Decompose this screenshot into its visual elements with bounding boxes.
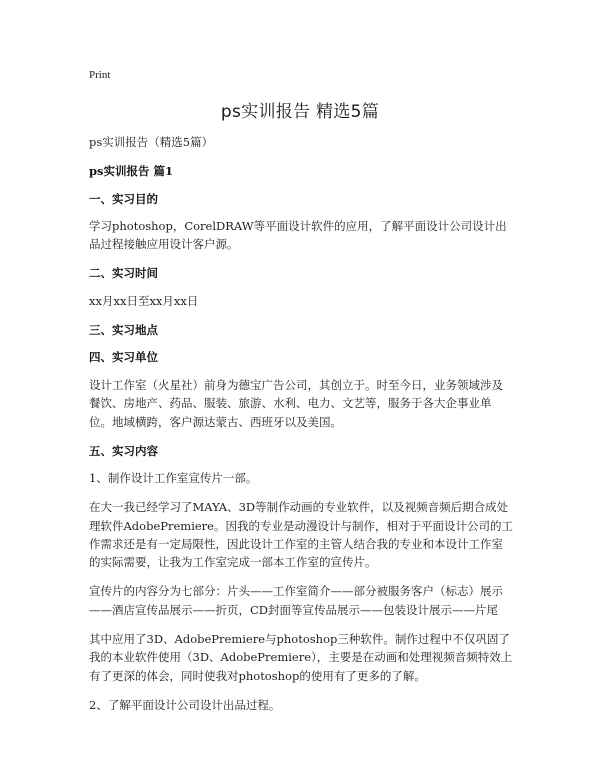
- document-subtitle: ps实训报告（精选5篇）: [89, 135, 214, 149]
- section-heading-content: 五、实习内容: [89, 443, 158, 458]
- content-item-2: 2、了解平面设计公司设计出品过程。: [89, 697, 281, 712]
- content-paragraph-2: 宣传片的内容分为七部分：片头——工作室简介——部分被服务客户（标志）展示——酒店宣传品展示——折页，CD封面等宣传品展示——包装设计展示——片尾: [89, 584, 503, 617]
- document-title: ps实训报告 精选5篇: [220, 102, 380, 122]
- document-body: [89, 133, 514, 725]
- section-heading-goal: 一、实习目的: [89, 191, 158, 206]
- section-text-goal: 学习photoshop，CorelDRAW等平面设计软件的应用，了解平面设计公司设计出品过程接触应用设计客户源。: [89, 219, 507, 252]
- content-paragraph-1: 在大一我已经学习了MAYA、3D等制作动画的专业软件，以及视频音频后期合成处理软件AdobePremiere。因我的专业是动漫设计与制作，相对于平面设计公司的工作需求还是有一定局限性，因此设计工作室的主管人结合我的专业和本设计工作室的实际需要，让我为工作室完成一部本工作室的宣传片。: [89, 500, 513, 570]
- section-heading-place: 三、实习地点: [89, 322, 158, 337]
- section-text-unit: 设计工作室（火星社）前身为德宝广告公司，其创立于。时至今日，业务领域涉及餐饮、房地产、药品、服装、旅游、水利、电力、文艺等，服务于各大企事业单位。地域横跨，客户源达蒙古、西班牙以及美国。: [89, 377, 503, 429]
- section-heading-unit: 四、实习单位: [89, 350, 158, 365]
- section-text-time: xx月xx日至xx月xx日: [89, 293, 199, 308]
- content-paragraph-3: 其中应用了3D、AdobePremiere与photoshop三种软件。制作过程中不仅巩固了我的本业软件使用（3D、AdobePremiere），主要是在动画和处理视频音频特效上有了更深的体会，同时使我对photoshop的使用有了更多的了解。: [89, 631, 513, 683]
- print-label: Print: [89, 69, 111, 81]
- article-title: ps实训报告 篇1: [89, 164, 174, 178]
- content-item-1: 1、制作设计工作室宣传片一部。: [89, 471, 258, 486]
- section-heading-time: 二、实习时间: [89, 266, 158, 281]
